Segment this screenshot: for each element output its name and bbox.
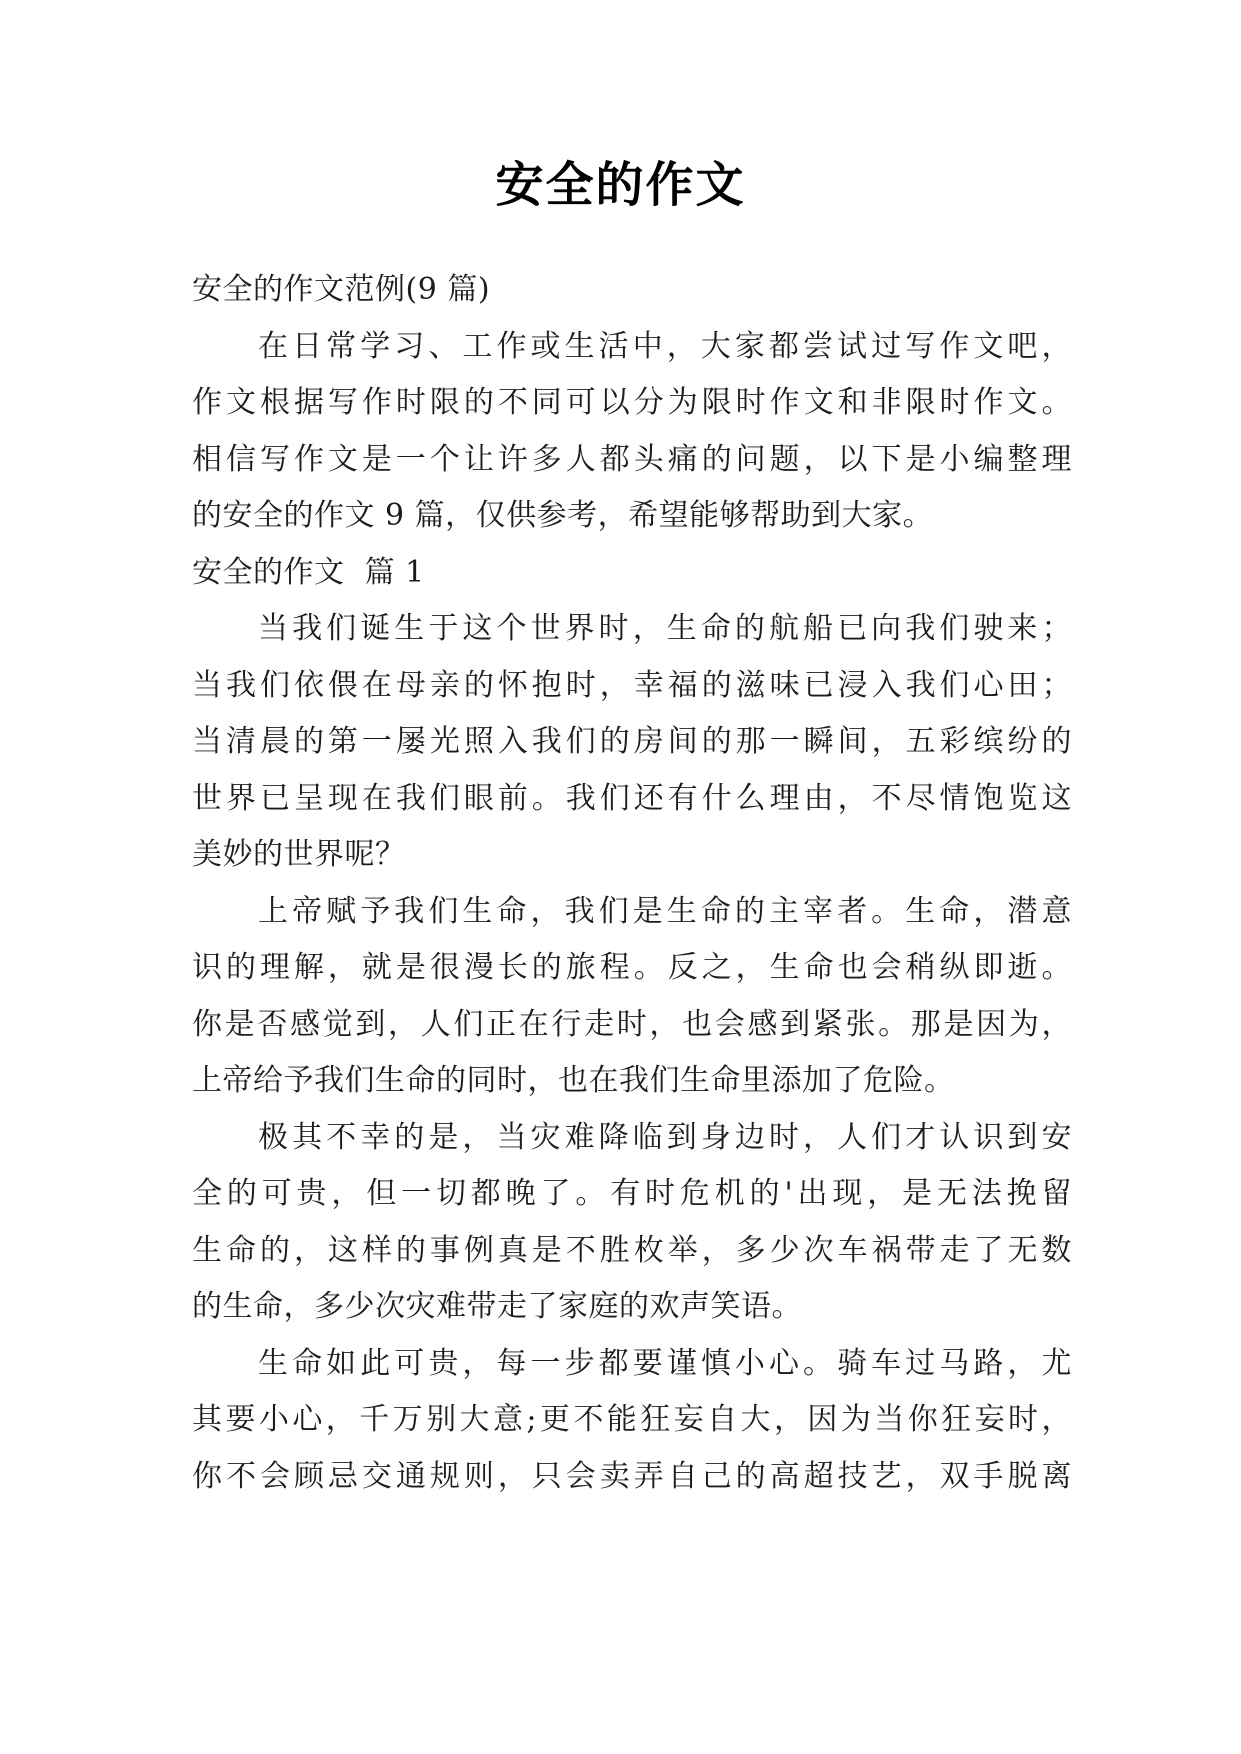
- document-title: 安全的作文: [495, 157, 746, 213]
- subtitle-line: 安全的作文范例(9 篇): [192, 272, 491, 307]
- paragraph-line: 当我们诞生于这个世界时，生命的航船已向我们驶来；: [258, 611, 1072, 646]
- paragraph-line: 上帝赋予我们生命，我们是生命的主宰者。生命，潜意: [258, 893, 1072, 929]
- intro-line: 的安全的作文 9 篇，仅供参考，希望能够帮助到大家。: [192, 498, 934, 533]
- paragraph-line: 你不会顾忌交通规则，只会卖弄自己的高超技艺，双手脱离: [192, 1458, 1072, 1494]
- paragraph-line: 生命如此可贵，每一步都要谨慎小心。骑车过马路，尤: [258, 1345, 1072, 1381]
- paragraph-line: 世界已呈现在我们眼前。我们还有什么理由，不尽情饱览这: [192, 780, 1072, 816]
- intro-line: 在日常学习、工作或生活中，大家都尝试过写作文吧，: [258, 328, 1072, 364]
- paragraph-line: 你是否感觉到，人们正在行走时，也会感到紧张。那是因为，: [192, 1006, 1072, 1042]
- section-heading: 安全的作文 篇 1: [192, 554, 425, 590]
- paragraph-line: 极其不幸的是，当灾难降临到身边时，人们才认识到安: [258, 1119, 1072, 1155]
- paragraph-line: 的生命，多少次灾难带走了家庭的欢声笑语。: [192, 1289, 802, 1324]
- document-body: [192, 262, 1072, 1505]
- paragraph-line: 上帝给予我们生命的同时，也在我们生命里添加了危险。: [192, 1063, 955, 1098]
- paragraph-line: 美妙的世界呢？: [192, 837, 406, 872]
- paragraph-line: 识的理解，就是很漫长的旅程。反之，生命也会稍纵即逝。: [192, 950, 1072, 985]
- intro-line: 作文根据写作时限的不同可以分为限时作文和非限时作文。: [192, 385, 1072, 420]
- paragraph-line: 当我们依偎在母亲的怀抱时，幸福的滋味已浸入我们心田；: [192, 667, 1072, 703]
- paragraph-line: 其要小心，千万别大意;更不能狂妄自大，因为当你狂妄时，: [192, 1402, 1072, 1437]
- intro-line: 相信写作文是一个让许多人都头痛的问题，以下是小编整理: [192, 441, 1072, 477]
- paragraph-line: 当清晨的第一屡光照入我们的房间的那一瞬间，五彩缤纷的: [192, 724, 1072, 759]
- paragraph-line: 生命的，这样的事例真是不胜枚举，多少次车祸带走了无数: [192, 1232, 1072, 1268]
- paragraph-line: 全的可贵，但一切都晚了。有时危机的'出现，是无法挽留: [192, 1176, 1072, 1211]
